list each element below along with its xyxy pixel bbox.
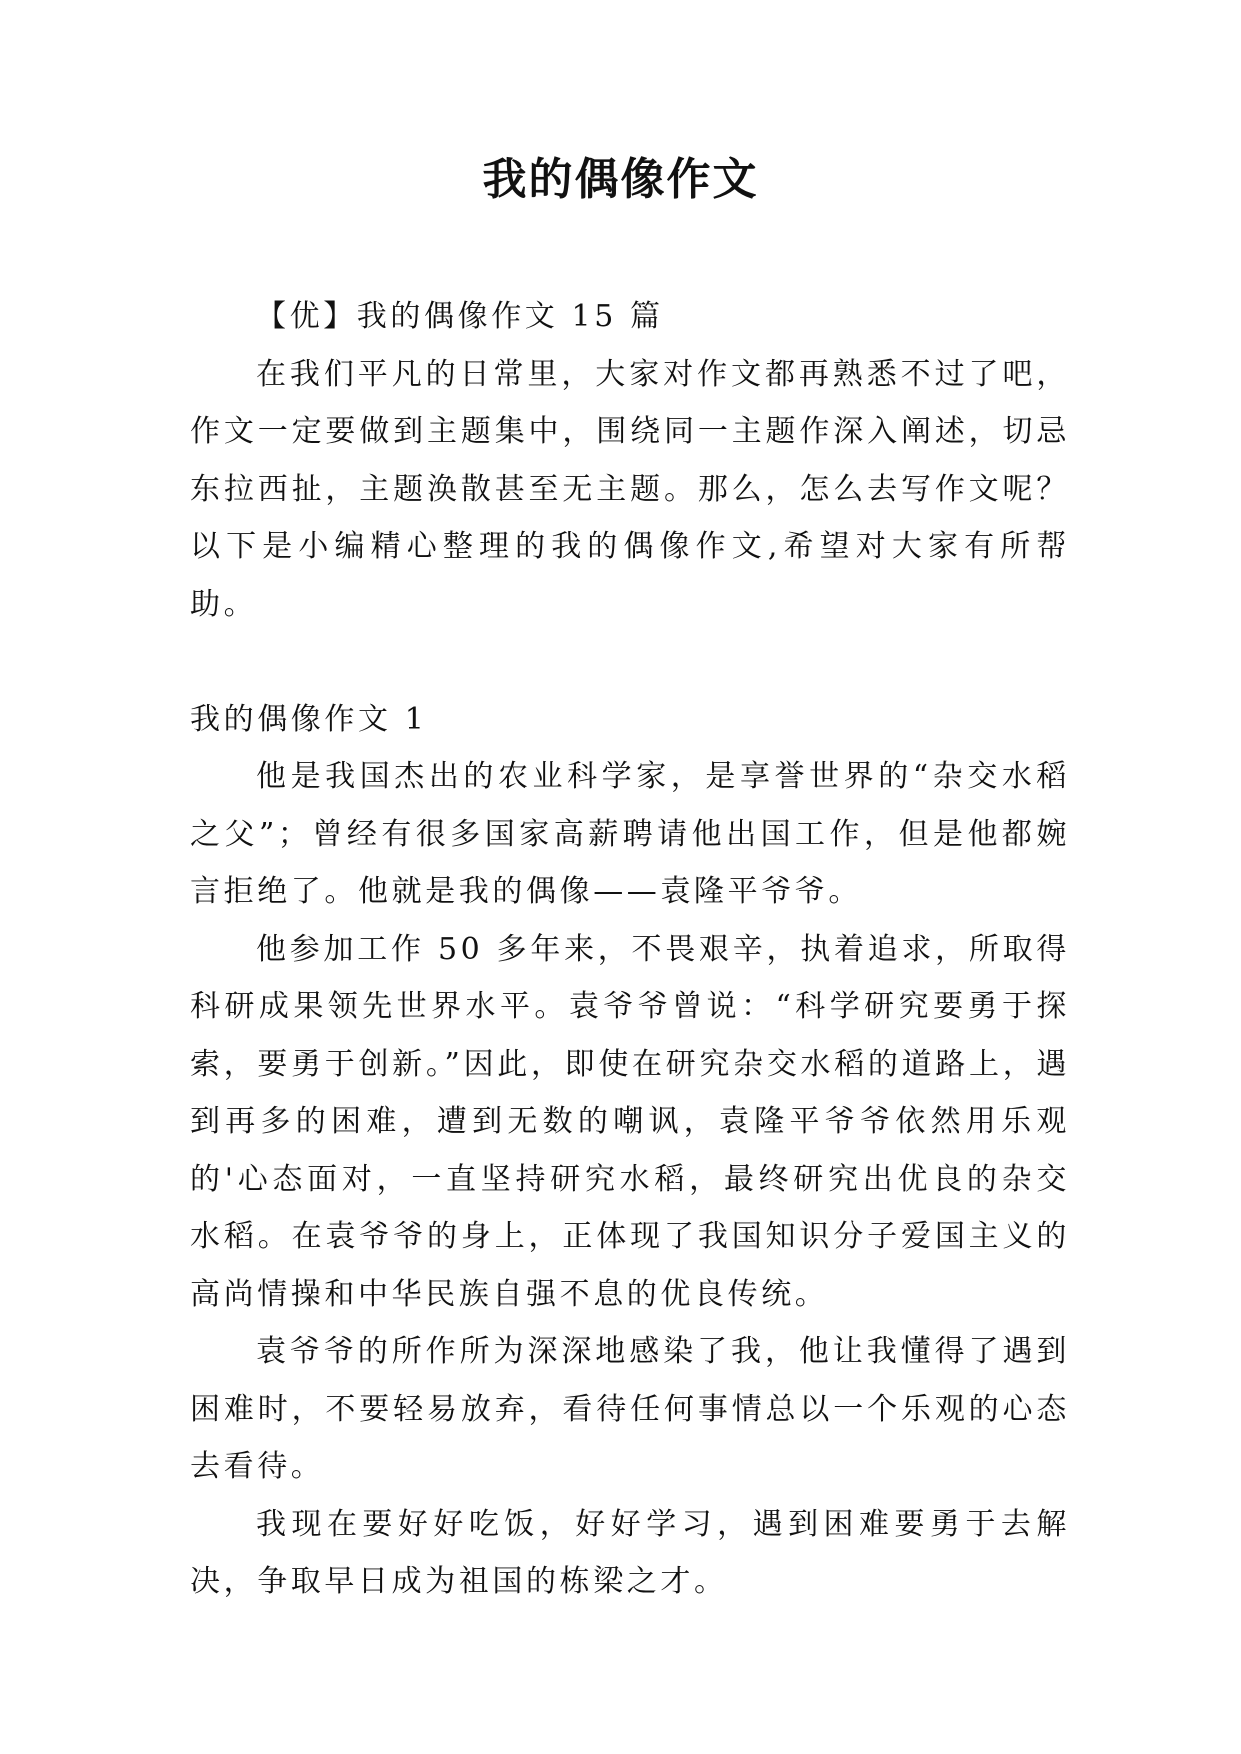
- body-paragraph-1: 他是我国杰出的农业科学家，是享誉世界的“杂交水稻之父”；曾经有很多国家高薪聘请他出国工作，但是他都婉言拒绝了。他就是我的偶像——袁隆平爷爷。: [190, 759, 1070, 909]
- body-paragraph-4: 我现在要好好吃饭，好好学习，遇到困难要勇于去解决，争取早日成为祖国的栋梁之才。: [190, 1506, 1070, 1599]
- document-body: [190, 288, 1070, 1611]
- document-subtitle: 【优】我的偶像作文 15 篇: [256, 299, 664, 334]
- body-paragraph-3: 袁爷爷的所作所为深深地感染了我，他让我懂得了遇到困难时，不要轻易放弃，看待任何事情总以一个乐观的心态去看待。: [190, 1334, 1070, 1484]
- body-paragraph-2: 他参加工作 50 多年来，不畏艰辛，执着追求，所取得科研成果领先世界水平。袁爷爷曾说：“科学研究要勇于探索，要勇于创新。”因此，即使在研究杂交水稻的道路上，遇到再多的困难，遭到无数的嘲讽，袁隆平爷爷依然用乐观的'心态面对，一直坚持研究水稻，最终研究出优良的杂交水稻。在袁爷爷的身上，正体现了我国知识分子爱国主义的高尚情操和中华民族自强不息的优良传统。: [190, 931, 1070, 1312]
- document-title: 我的偶像作文: [482, 154, 759, 205]
- intro-paragraph: 在我们平凡的日常里，大家对作文都再熟悉不过了吧，作文一定要做到主题集中，围绕同一主题作深入阐述，切忌东拉西扯，主题涣散甚至无主题。那么，怎么去写作文呢？以下是小编精心整理的我的偶像作文,希望对大家有所帮助。: [190, 356, 1070, 622]
- section-heading: 我的偶像作文 1: [190, 701, 428, 737]
